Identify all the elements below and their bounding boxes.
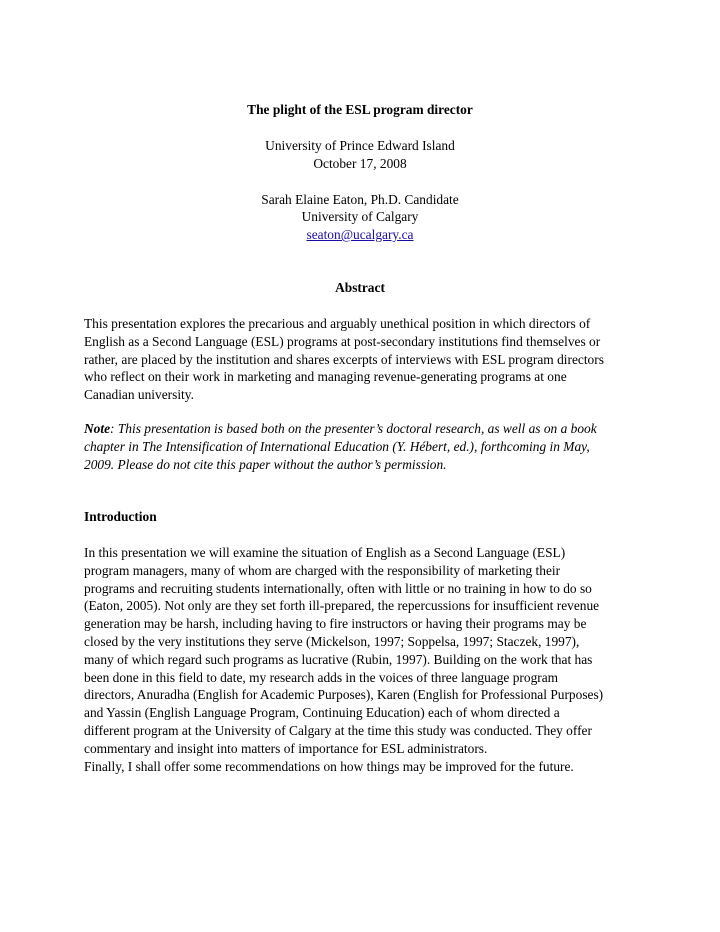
paper-title: The plight of the ESL program director <box>247 102 473 117</box>
abstract-line: who reflect on their work in marketing and managing revenue-generating programs at one <box>84 369 567 385</box>
date: October 17, 2008 <box>313 156 407 171</box>
introduction-line: program managers, many of whom are charged with the responsibility of marketing their <box>84 562 561 578</box>
introduction-line: closed by the very institutions they serve (Mickelson, 1997; Soppelsa, 1997; Staczek, 1997), <box>84 633 580 649</box>
note-line: chapter in The Intensification of International Education (Y. Hébert, ed.), forthcoming in May, <box>84 438 590 454</box>
introduction-line: generation may be harsh, including having to fire instructors or having their programs may be <box>84 616 587 632</box>
introduction-heading: Introduction <box>84 509 157 524</box>
introduction-line: been done in this field to date, my research adds in the voices of three language program <box>84 669 559 685</box>
note-line: 2009. Please do not cite this paper without the author’s permission. <box>84 456 447 472</box>
author-email-wrap <box>0 226 720 244</box>
note-first-line-text: : This presentation is based both on the presenter’s doctoral research, as well as on a book <box>110 421 597 436</box>
note-paragraph <box>84 420 644 473</box>
introduction-paragraph <box>84 544 644 775</box>
introduction-line: Finally, I shall offer some recommendations on how things may be improved for the future. <box>84 758 574 774</box>
abstract-line: This presentation explores the precarious and arguably unethical position in which directors of <box>84 316 591 331</box>
note-label: Note <box>84 421 111 436</box>
abstract-line: English as a Second Language (ESL) programs at post-secondary institutions find themselves or <box>84 333 601 349</box>
author-name: Sarah Elaine Eaton, Ph.D. Candidate <box>261 192 459 207</box>
introduction-line: (Eaton, 2005). Not only are they set forth ill-prepared, the repercussions for insufficient revenue <box>84 598 600 614</box>
note-first-line <box>84 420 644 438</box>
abstract-line: Canadian university. <box>84 387 194 403</box>
abstract-line: rather, are placed by the institution and shares excerpts of interviews with ESL program directors <box>84 351 604 367</box>
author-affiliation: University of Calgary <box>301 209 419 224</box>
abstract-paragraph <box>84 315 644 404</box>
introduction-line: directors, Anuradha (English for Academic Purposes), Karen (English for Professional Purposes) <box>84 687 604 703</box>
introduction-line: programs and recruiting students internationally, often with little or no training in how to do so <box>84 580 592 596</box>
introduction-line: In this presentation we will examine the situation of English as a Second Language (ESL) <box>84 545 566 560</box>
venue: University of Prince Edward Island <box>265 138 455 153</box>
author-email-link[interactable]: seaton@ucalgary.ca <box>306 227 414 242</box>
introduction-line: and Yassin (English Language Program, Continuing Education) each of whom directed a <box>84 705 560 721</box>
introduction-line: commentary and insight into matters of importance for ESL administrators. <box>84 740 488 756</box>
introduction-line: many of which regard such programs as lucrative (Rubin, 1997). Building on the work that has <box>84 651 593 667</box>
abstract-heading: Abstract <box>335 280 385 295</box>
introduction-line: different program at the University of Calgary at the time this study was conducted. They offer <box>84 722 592 738</box>
